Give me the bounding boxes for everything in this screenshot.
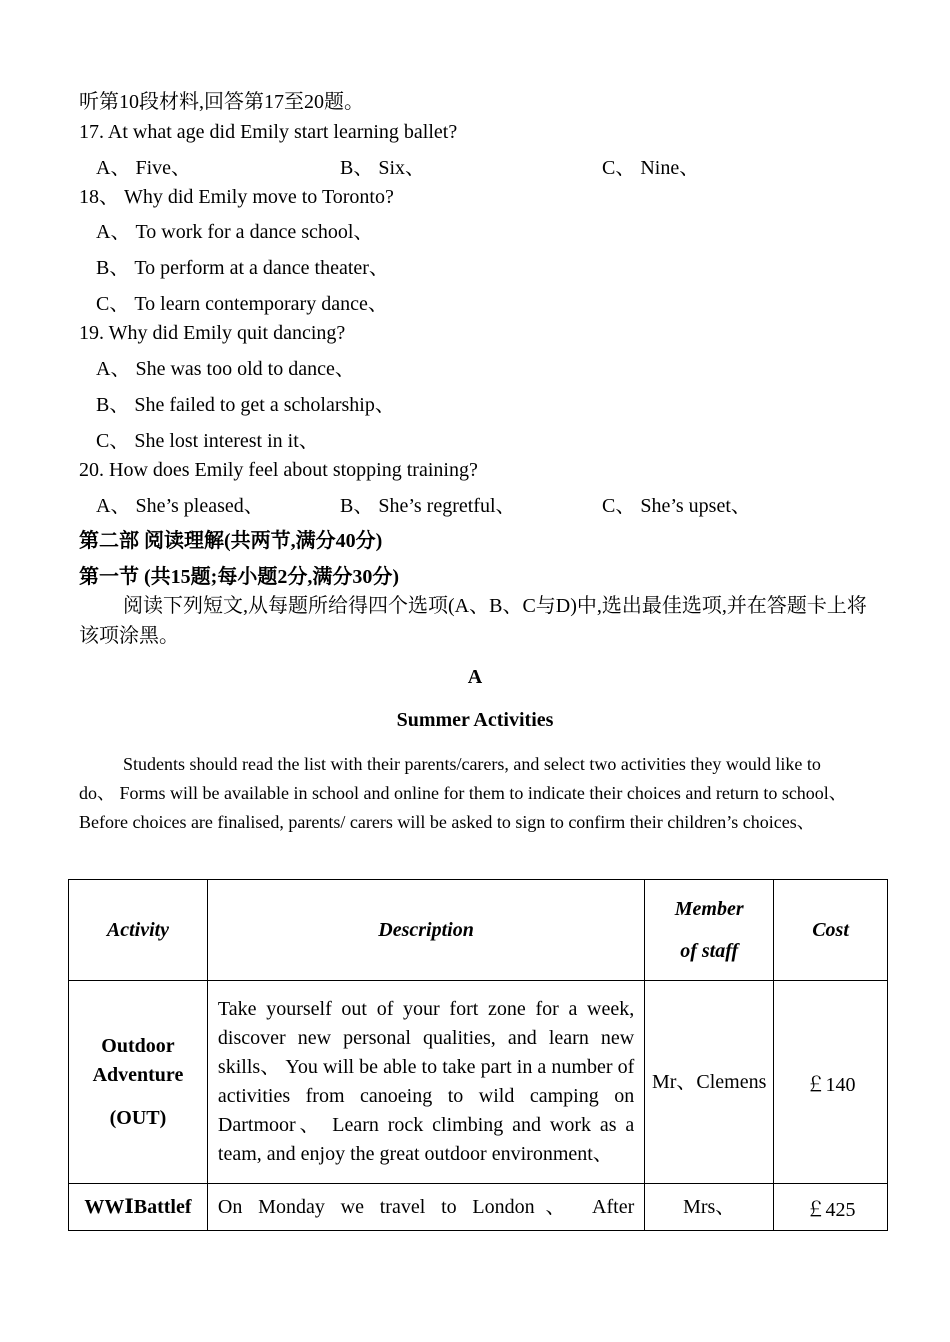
- header-staff: [645, 880, 774, 981]
- header-staff-line-2: of staff: [680, 940, 739, 962]
- question-17-option-a[interactable]: A、 Five、: [96, 157, 191, 179]
- question-18-option-c[interactable]: C、 To learn contemporary dance、: [96, 293, 388, 315]
- section1-heading: 第一节 (共15题;每小题2分,满分30分): [79, 566, 399, 588]
- activity-name-line-1: Outdoor: [101, 1034, 175, 1057]
- reading-instructions: 阅读下列短文,从每题所给得四个选项(A、B、C与D)中,选出最佳选项,并在答题卡上将该项涂黑。: [79, 595, 867, 647]
- activity-description: Take yourself out of your fort zone for a week, discover new personal qualities, and learn new skills、 You will be able to take part in a number of activities from canoeing to wild camping on Dartmoor、 Learn rock climbing and work as a team, and enjoy the great outdoor environment、: [207, 981, 644, 1184]
- question-18-option-a[interactable]: A、 To work for a dance school、: [96, 221, 374, 243]
- table-row: [69, 981, 888, 1184]
- question-19-option-a[interactable]: A、 She was too old to dance、: [96, 358, 355, 380]
- table-header-row: [69, 880, 888, 981]
- section-intro: 听第10段材料,回答第17至20题。: [79, 91, 364, 113]
- header-description: Description: [207, 880, 644, 981]
- passage-letter: A: [467, 666, 483, 688]
- header-activity: Activity: [69, 880, 208, 981]
- activity-cost: ￡425: [774, 1184, 888, 1231]
- question-20-option-a[interactable]: A、 She’s pleased、: [96, 495, 264, 517]
- part2-heading: 第二部 阅读理解(共两节,满分40分): [79, 530, 383, 552]
- question-18-option-b[interactable]: B、 To perform at a dance theater、: [96, 257, 389, 279]
- activity-name: WWⅠBattlef: [69, 1184, 208, 1231]
- question-19-option-c[interactable]: C、 She lost interest in it、: [96, 430, 319, 452]
- activity-staff: Mr、Clemens: [645, 981, 774, 1184]
- activity-description: On Monday we travel to London、 After: [207, 1184, 644, 1231]
- question-17-option-c[interactable]: C、 Nine、: [602, 157, 700, 179]
- activity-code: (OUT): [109, 1106, 167, 1129]
- header-cost: Cost: [774, 880, 888, 981]
- question-19-stem: 19. Why did Emily quit dancing?: [79, 322, 346, 344]
- question-19-option-b[interactable]: B、 She failed to get a scholarship、: [96, 394, 395, 416]
- question-20-option-b[interactable]: B、 She’s regretful、: [340, 495, 516, 517]
- passage-title: Summer Activities: [396, 709, 554, 731]
- table-row: [69, 1184, 888, 1231]
- activity-cost: ￡140: [774, 981, 888, 1184]
- question-17-option-b[interactable]: B、 Six、: [340, 157, 426, 179]
- activity-staff: Mrs、: [645, 1184, 774, 1231]
- question-20-option-c[interactable]: C、 She’s upset、: [602, 495, 751, 517]
- question-20-stem: 20. How does Emily feel about stopping training?: [79, 459, 478, 481]
- activities-table: [68, 879, 888, 1231]
- activity-name-line-2: Adventure: [92, 1063, 184, 1086]
- activity-name: [69, 981, 208, 1184]
- question-18-stem: 18、 Why did Emily move to Toronto?: [79, 186, 394, 208]
- question-17-stem: 17. At what age did Emily start learning ballet?: [79, 121, 458, 143]
- passage-intro: Students should read the list with their parents/carers, and select two activities they would like to do、 Forms will be available in school and online for them to indicate their choices and return to school、 Before choices are finalised, parents/ carers will be asked to sign to confirm their children’s choices、: [79, 754, 847, 832]
- header-staff-line-1: Member: [674, 898, 744, 920]
